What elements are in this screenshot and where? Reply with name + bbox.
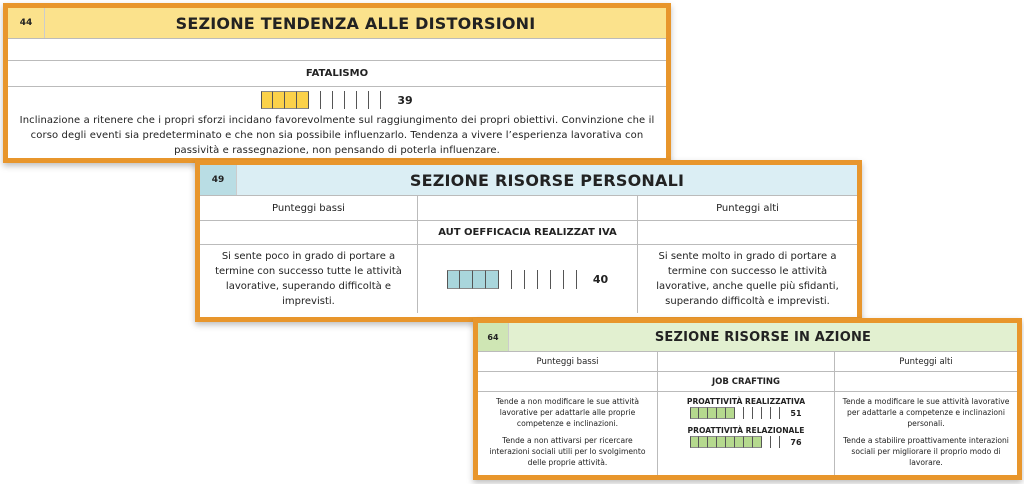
section-number: 44 [8, 8, 45, 38]
score-bar-cell [551, 270, 564, 289]
score-bar-cell [525, 270, 538, 289]
header-spacer [658, 352, 835, 371]
dimension-description: Inclinazione a ritenere che i propri sforzi incidano favorevolmente sul raggiungimento dei propri obiettivi. Convinzione che il corso degli eventi sia predeterminato e che non sia possibile influenzarlo. Tendenza a vivere l’esperienza lavorativa con passività e rassegnazione, non pensando di poterla influenzare. [19, 115, 655, 156]
low-score-description: Si sente poco in grado di portare a termine con successo tutte le attività lavorative, superando difficoltà e imprevisti. [200, 245, 418, 313]
score-bar-cell [744, 436, 753, 448]
score-bar-cell [735, 407, 744, 419]
score-bar-cell [486, 270, 499, 289]
dimension-label: FATALISMO [8, 61, 666, 87]
blank-row [8, 39, 666, 61]
score-bar-cell [717, 436, 726, 448]
score-bar-cell [690, 407, 699, 419]
score-bar [447, 270, 577, 289]
low-score-description-2: Tende a non attivarsi per ricercare interazioni sociali utili per lo svolgimento delle proprie attività. [489, 436, 646, 467]
score-bar-cell [499, 270, 512, 289]
section-title: SEZIONE RISORSE IN AZIONE [654, 329, 872, 345]
score-bar-cell [309, 91, 321, 109]
score-bar-cell [771, 436, 780, 448]
dimension-label: AUT OEFFICACIA REALIZZAT IVA [418, 221, 638, 244]
section-header [478, 323, 1017, 352]
dimension-body [478, 392, 1017, 475]
score-bar-cell [762, 436, 771, 448]
low-score-description-1: Tende a non modificare le sue attività lavorative per adattarle alle proprie competenze e inclinazioni. [495, 397, 640, 428]
score-bar-cell [321, 91, 333, 109]
score-bar-cell [717, 407, 726, 419]
score-bar-cell [708, 407, 717, 419]
score-value: 51 [790, 408, 802, 418]
high-scores-header: Punteggi alti [899, 356, 953, 367]
card-tendenza-distorsioni [3, 3, 671, 163]
score-bar-cell [771, 407, 780, 419]
card-risorse-personali [195, 160, 862, 322]
score-bar [690, 407, 780, 419]
score-bar-cell [538, 270, 551, 289]
section-title: SEZIONE TENDENZA ALLE DISTORSIONI [175, 13, 536, 33]
low-score-descriptions [478, 392, 658, 475]
score-bar-cell [708, 436, 717, 448]
score-value: 76 [790, 437, 802, 447]
section-number: 64 [478, 323, 509, 351]
score-bar-cell [753, 436, 762, 448]
dimension-label: JOB CRAFTING [658, 372, 835, 391]
subdimension-label-1: PROATTIVITÀ REALIZZATIVA [686, 397, 806, 406]
subdimension-label-2: PROATTIVITÀ RELAZIONALE [687, 426, 805, 435]
subdimension-scores [658, 392, 835, 475]
score-bar-cell [512, 270, 525, 289]
section-title: SEZIONE RISORSE PERSONALI [409, 170, 685, 190]
score-bar-cell [564, 270, 577, 289]
score-bar-cell [285, 91, 297, 109]
score-bar-cell [473, 270, 486, 289]
card-risorse-in-azione [473, 318, 1022, 480]
score-bar-cell [690, 436, 699, 448]
score-value: 39 [397, 93, 413, 107]
low-scores-header: Punteggi bassi [200, 196, 418, 220]
high-score-descriptions [835, 392, 1017, 475]
score-bar-cell [261, 91, 273, 109]
score-bar [261, 91, 381, 109]
score-bar-cell [357, 91, 369, 109]
high-scores-header: Punteggi alti [716, 202, 779, 214]
score-bar [690, 436, 780, 448]
score-bar-cell [699, 436, 708, 448]
section-number: 49 [200, 165, 237, 195]
score-bar-cell [762, 407, 771, 419]
score-bar-cell [460, 270, 473, 289]
dimension-row [478, 372, 1017, 392]
score-bar-cell [273, 91, 285, 109]
header-spacer [418, 196, 638, 220]
high-score-description-1: Tende a modificare le sue attività lavorative per adattarle a competenze e inclinazioni personali. [842, 397, 1010, 428]
subdimension-score-row-1 [664, 407, 828, 419]
score-bar-cell [744, 407, 753, 419]
score-bar-cell [297, 91, 309, 109]
dimension-row [200, 221, 857, 245]
score-row [8, 87, 666, 113]
score-bar-cell [699, 407, 708, 419]
section-header [200, 165, 857, 196]
score-bar-cell [726, 407, 735, 419]
low-scores-header: Punteggi bassi [478, 352, 658, 371]
column-headers [200, 196, 857, 221]
section-header [8, 8, 666, 39]
high-score-description-2: Tende a stabilire proattivamente interazioni sociali per migliorare il proprio modo di lavorare. [843, 436, 1009, 467]
column-headers [478, 352, 1017, 372]
score-bar-cell [345, 91, 357, 109]
score-bar-cell [369, 91, 381, 109]
score-bar-cell [726, 436, 735, 448]
high-score-description: Si sente molto in grado di portare a termine con successo le attività lavorative, anche quelle più sfidanti, superando difficoltà e imprevisti. [656, 251, 839, 307]
score-bar-cell [735, 436, 744, 448]
score-bar-cell [333, 91, 345, 109]
score-bar-cell [753, 407, 762, 419]
score-bar-cell [447, 270, 460, 289]
score-row [418, 245, 638, 313]
dimension-body [200, 245, 857, 313]
subdimension-score-row-2 [664, 436, 828, 448]
score-value: 40 [592, 272, 609, 286]
